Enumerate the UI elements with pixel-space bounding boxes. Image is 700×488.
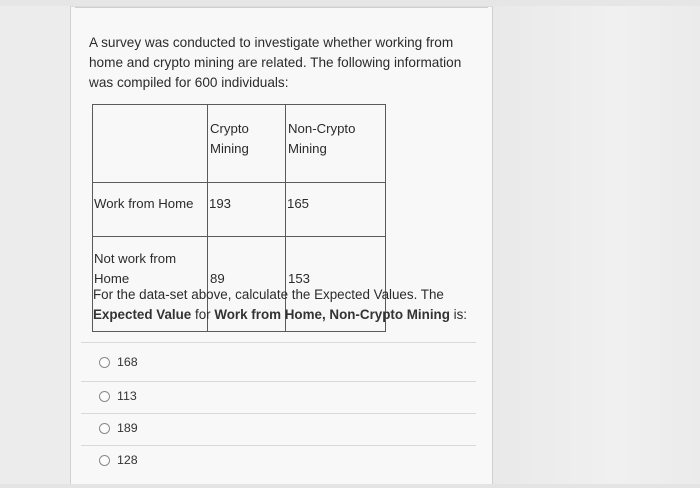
cell-not-wfh-non-crypto: 153: [286, 237, 386, 332]
option-168[interactable]: [99, 352, 138, 372]
background-panel: [492, 0, 700, 488]
option-separator: [81, 381, 476, 382]
option-separator: [81, 445, 476, 446]
option-label: 189: [117, 421, 138, 435]
option-label: 113: [117, 389, 137, 403]
card-divider: [75, 7, 488, 8]
radio-button[interactable]: [99, 455, 110, 466]
question-prompt: [93, 285, 485, 325]
option-label: 128: [117, 453, 138, 467]
col-header-crypto-mining: Crypto Mining: [208, 105, 286, 183]
option-113[interactable]: [99, 386, 137, 406]
row-label-work-from-home: Work from Home: [93, 183, 208, 237]
question-intro: A survey was conducted to investigate whether working from home and crypto mining are related. The following information was compiled for 600 individuals:: [89, 35, 462, 90]
prompt-text-2: for: [191, 307, 215, 322]
question-card: [70, 6, 493, 485]
cell-not-wfh-crypto: 89: [208, 237, 286, 332]
option-separator: [81, 342, 476, 343]
prompt-bold-category: Work from Home, Non-Crypto Mining: [214, 307, 450, 322]
option-separator: [81, 413, 476, 414]
table-corner-cell: [93, 105, 208, 183]
cell-wfh-crypto: 193: [208, 183, 286, 237]
prompt-text-1: For the data-set above, calculate the Expected Values. The: [93, 287, 444, 302]
option-label: 168: [117, 355, 138, 369]
prompt-bold-expected-value: Expected Value: [93, 307, 192, 322]
bottom-edge: [0, 484, 700, 488]
option-128[interactable]: [99, 450, 138, 470]
option-189[interactable]: [99, 418, 138, 438]
radio-button[interactable]: [99, 391, 110, 402]
cell-wfh-non-crypto: 165: [286, 183, 386, 237]
radio-button[interactable]: [99, 357, 110, 368]
col-header-non-crypto-mining: Non-Crypto Mining: [286, 105, 386, 183]
radio-button[interactable]: [99, 423, 110, 434]
row-label-not-work-from-home: Not work from Home: [93, 237, 208, 332]
prompt-text-3: is:: [449, 307, 468, 322]
